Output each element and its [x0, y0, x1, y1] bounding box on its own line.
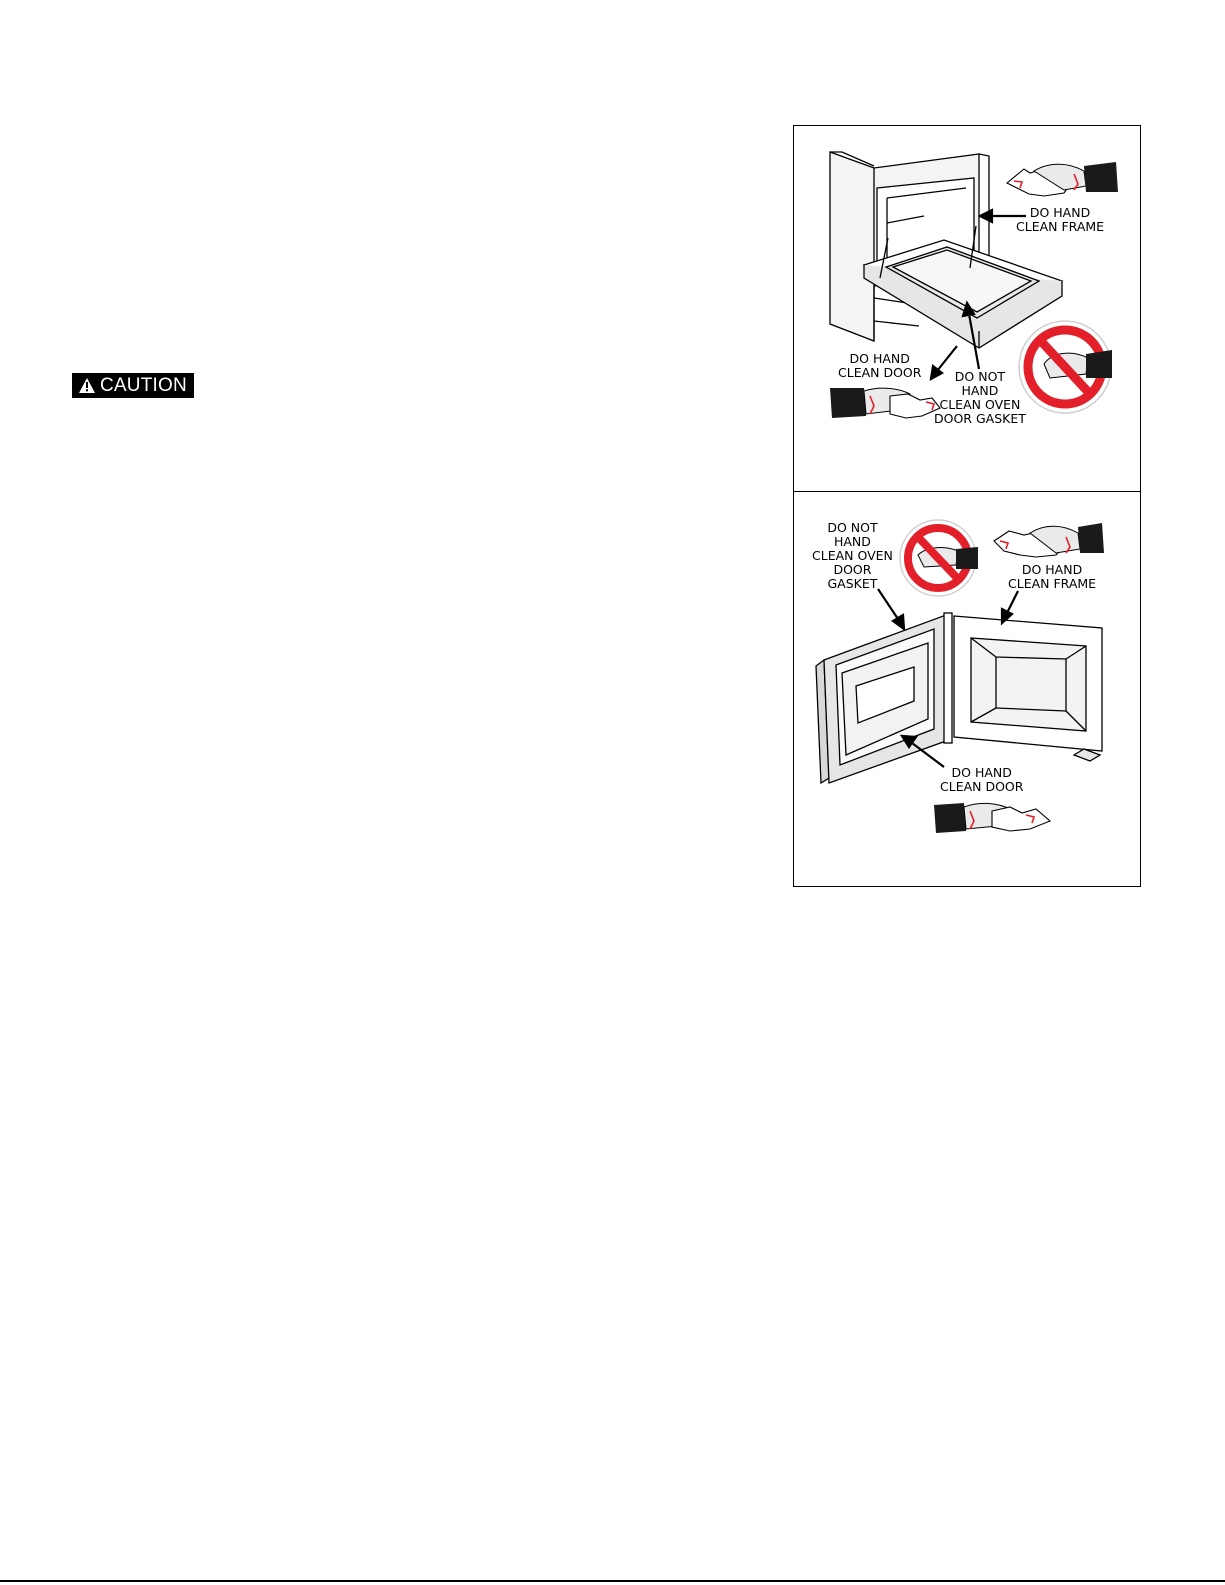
- do-hand-clean-door-label: DO HAND CLEAN DOOR: [940, 765, 1024, 794]
- wall-oven-illustration: [816, 613, 1102, 783]
- hand-cloth-icon: [830, 388, 940, 418]
- do-hand-clean-frame-label: DO HAND CLEAN FRAME: [1008, 562, 1097, 591]
- prohibition-sign-icon: [900, 520, 978, 596]
- hand-cloth-icon: [934, 803, 1050, 833]
- do-not-clean-gasket-label: DO NOT HAND CLEAN OVEN DOOR GASKET: [934, 369, 1026, 426]
- caution-text: CAUTION: [100, 375, 187, 396]
- range-door-illustration: [794, 126, 1139, 491]
- do-not-clean-gasket-label: DO NOT HAND CLEAN OVEN DOOR GASKET: [812, 520, 893, 591]
- oven-cleaning-figure: [793, 125, 1141, 887]
- caution-label: [72, 373, 194, 398]
- wall-oven-door-illustration: [794, 493, 1139, 885]
- do-hand-clean-door-label: DO HAND CLEAN DOOR: [838, 351, 922, 380]
- panel-divider: [794, 491, 1140, 492]
- hand-cloth-icon: [994, 523, 1104, 557]
- prohibition-sign-icon: [1019, 321, 1112, 413]
- warning-triangle-icon: [78, 377, 96, 394]
- footer-rule: [0, 1580, 1225, 1582]
- hand-cloth-icon: [1007, 162, 1118, 196]
- do-hand-clean-frame-label: DO HAND CLEAN FRAME: [1016, 205, 1105, 234]
